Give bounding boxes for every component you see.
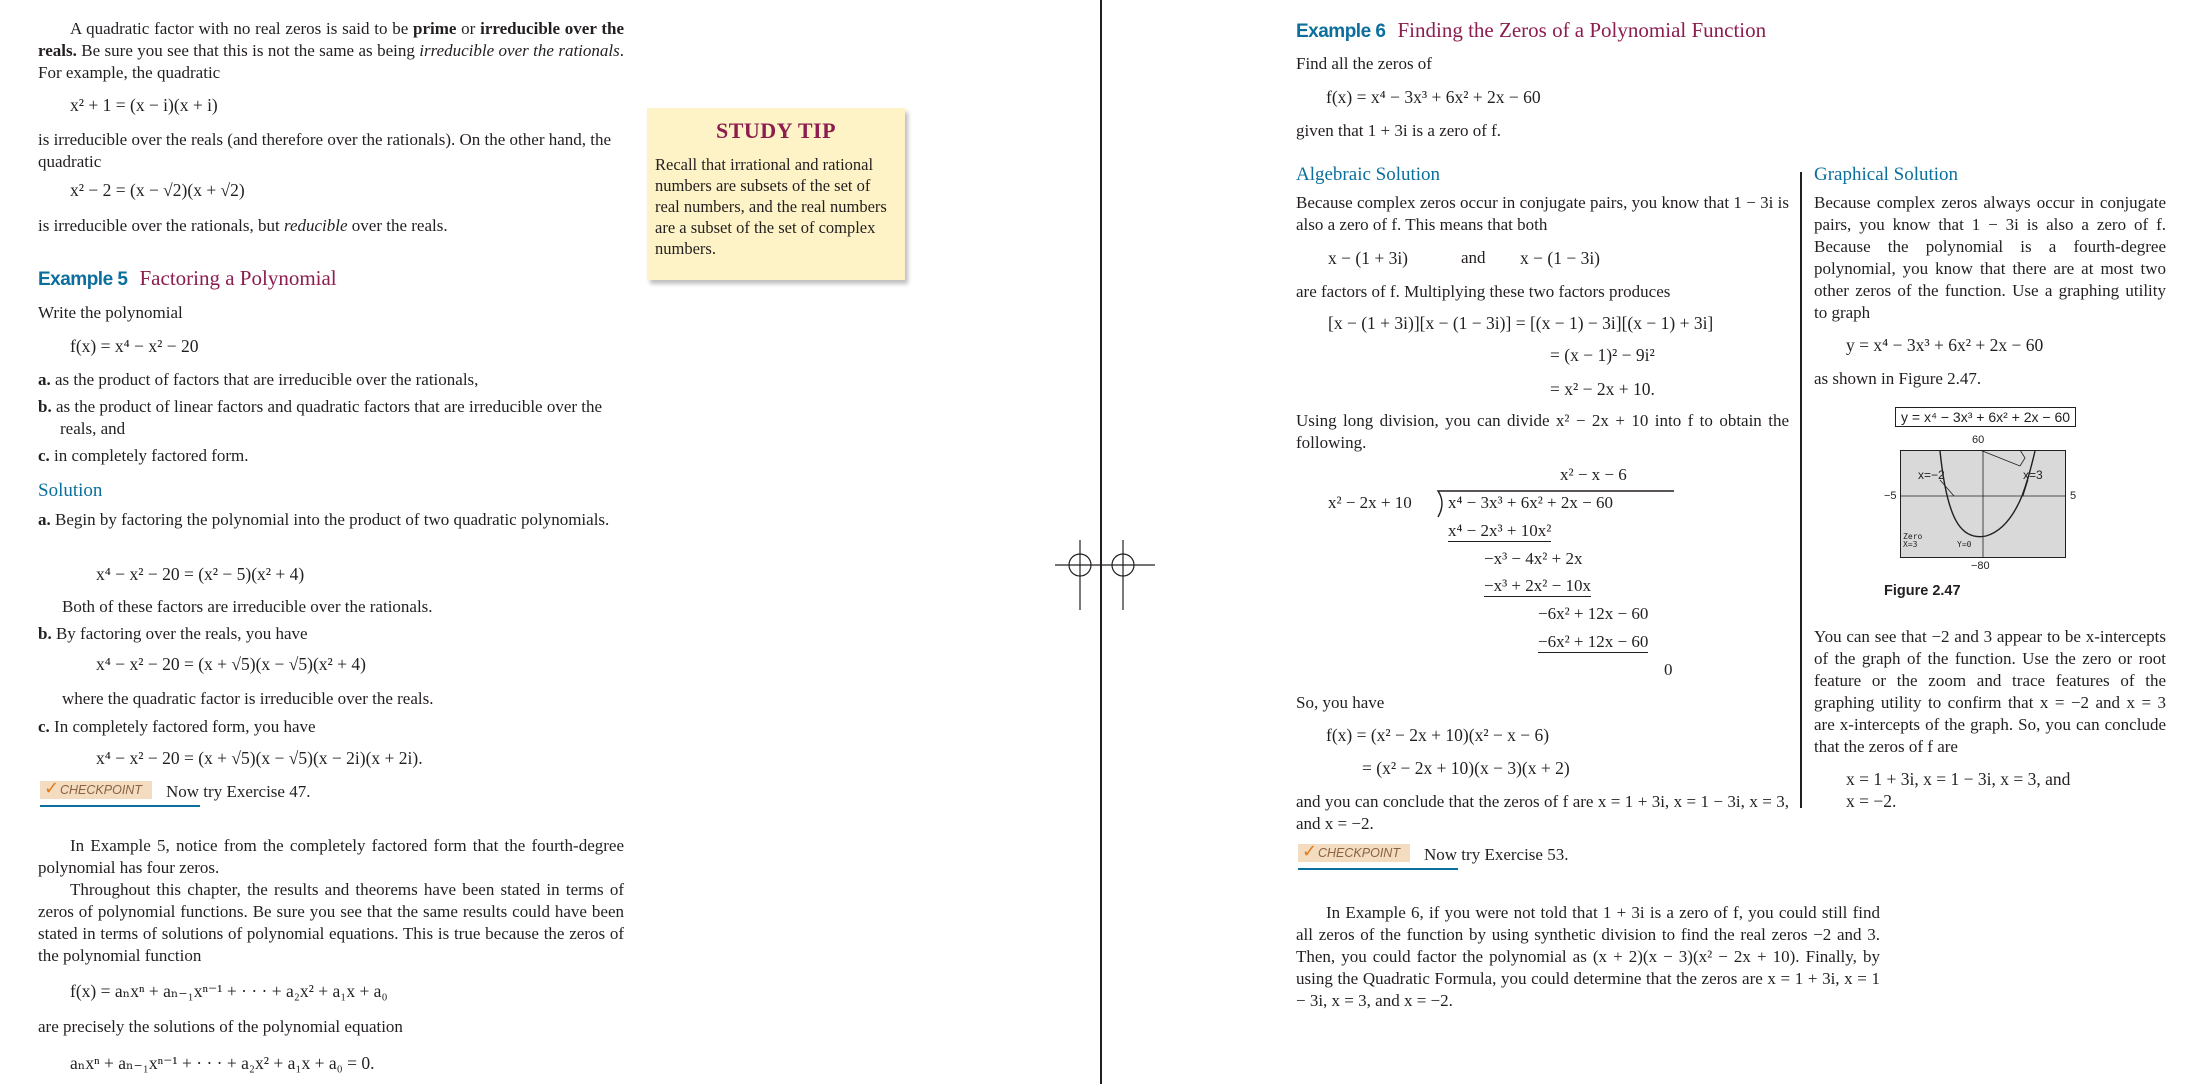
ld-row-2: −x³ − 4x² + 2x	[1484, 549, 1583, 568]
so-you-have: So, you have	[1296, 693, 1385, 712]
ld-remainder: 0	[1664, 660, 1673, 679]
paragraph-zeros-solutions: Throughout this chapter, the results and theorems have been stated in terms of zeros of polynomial functions. Be sure you see that the same results could have been stated in terms of solutions of polynomial equations. This is true because the zeros of the polynomial function	[38, 880, 624, 965]
solution-a-note: Both of these factors are irreducible over the rationals.	[62, 597, 433, 616]
graphical-paragraph-2: as shown in Figure 2.47.	[1814, 369, 1982, 388]
intro-paragraph: A quadratic factor with no real zeros is said to be prime or irreducible over the reals. Be sure you see that this is not the same as being irreducible over the rationals. For example, the quadratic	[38, 19, 624, 82]
graphical-solution-heading: Graphical Solution	[1814, 164, 1959, 185]
write-polynomial-text: Write the polynomial	[38, 303, 183, 322]
graphical-paragraph-3: You can see that −2 and 3 appear to be x-intercepts of the graph of the function. Use the zero or root feature or the zoom and trace features of the graphing utility to confirm that x = −2 and x = 3 are x-intercepts of the graph. So, you can conclude that the zeros of f are	[1814, 627, 2166, 756]
paragraph-reducible-reals: is irreducible over the rationals, but reducible over the reals.	[38, 216, 448, 235]
now-try-47: Now try Exercise 47.	[166, 782, 311, 801]
solution-part-c: c. In completely factored form, you have	[38, 717, 316, 736]
figure-ymax: 60	[1972, 434, 1985, 446]
solution-b-note: where the quadratic factor is irreducible over the reals.	[62, 689, 434, 708]
given-zero-text: given that 1 + 3i is a zero of f.	[1296, 121, 1502, 140]
general-polynomial-function: f(x) = aₙxⁿ + aₙ₋₁xⁿ⁻¹ + · · · + a₂x² + a₁x + a₀	[70, 981, 388, 1001]
calculator-screen	[1900, 450, 2066, 558]
part-c: c. in completely factored form.	[38, 446, 249, 465]
graphical-zeros-line-1: x = 1 + 3i, x = 1 − 3i, x = 3, and	[1846, 769, 2071, 789]
algebraic-solution-heading: Algebraic Solution	[1296, 164, 1441, 185]
ld-row-1: x⁴ − 2x³ + 10x²	[1448, 521, 1552, 540]
ld-divisor: x² − 2x + 10	[1328, 493, 1412, 512]
factor-2: x − (1 − 3i)	[1520, 248, 1601, 268]
result-line-2: = (x² − 2x + 10)(x − 3)(x + 2)	[1362, 758, 1570, 778]
graphical-equation: y = x⁴ − 3x³ + 6x² + 2x − 60	[1846, 335, 2044, 355]
multiplication-line-2: = (x − 1)² − 9i²	[1550, 345, 1655, 365]
figure-equation-label: y = x⁴ − 3x³ + 6x² + 2x − 60	[1895, 407, 2076, 427]
figure-ymin: −80	[1971, 560, 1990, 572]
part-a: a. as the product of factors that are irreducible over the rationals,	[38, 370, 479, 389]
column-separator	[1800, 172, 1802, 808]
ld-row-5: −6x² + 12x − 60	[1538, 632, 1649, 651]
paragraph-example5-note: In Example 5, notice from the completely factored form that the fourth-degree polynomial has four zeros.	[38, 836, 624, 877]
ld-row-4: −6x² + 12x − 60	[1538, 604, 1649, 623]
solution-heading: Solution	[38, 480, 103, 501]
solution-part-b: b. By factoring over the reals, you have	[38, 624, 308, 643]
graphical-paragraph-1: Because complex zeros always occur in conjugate pairs, you know that 1 − 3i is also a zero of f. Because the polynomial is a fourth-degree polynomial, you know that there are at most two other zeros of the function. Use a graphing utility to graph	[1814, 193, 2166, 322]
figure-xmax: 5	[2070, 490, 2077, 502]
ld-quotient: x² − x − 6	[1560, 465, 1627, 484]
and-text: and	[1461, 248, 1486, 267]
figure-caption: Figure 2.47	[1884, 583, 1961, 599]
final-paragraph: In Example 6, if you were not told that 1 + 3i is a zero of f, you could still find all zeros of the function by using synthetic division to find the real zeros −2 and 3. Then, you could factor the polynomial as (x + 2)(x − 3)(x² − 2x + 10). Finally, by using the Quadratic Formula, you could determine that the zeros are x = 1 + 3i, x = 1 − 3i, x = 3, and x = −2.	[1296, 903, 1880, 1010]
example6-heading	[1296, 18, 1766, 43]
figure-label-x3: x=3	[2023, 468, 2043, 482]
figure-zero-readout: Zero X=3	[1903, 532, 1923, 549]
solution-part-a: a. Begin by factoring the polynomial into the product of two quadratic polynomials.	[38, 510, 610, 529]
figure-label-x-neg2: x=−2	[1918, 468, 1945, 482]
multiplication-line-3: = x² − 2x + 10.	[1550, 379, 1655, 399]
checkmark-icon: ✓	[44, 778, 60, 798]
figure-xmin: −5	[1884, 490, 1897, 502]
equation-x2-plus-1: x² + 1 = (x − i)(x + i)	[70, 95, 218, 115]
study-tip-title: STUDY TIP	[715, 118, 837, 143]
equation-x2-minus-2: x² − 2 = (x − √2)(x + √2)	[70, 180, 245, 200]
example5-label: Example 5	[38, 269, 128, 290]
registration-marks	[1055, 540, 1155, 610]
now-try-53: Now try Exercise 53.	[1424, 845, 1569, 864]
factor-1: x − (1 + 3i)	[1328, 248, 1409, 268]
figure-y-readout: Y=0	[1957, 540, 1972, 549]
checkpoint-badge-left: ✓ CHECKPOINT	[40, 781, 152, 799]
solution-a-equation: x⁴ − x² − 20 = (x² − 5)(x² + 4)	[96, 564, 305, 584]
ld-dividend: x⁴ − 3x³ + 6x² + 2x − 60	[1448, 493, 1613, 512]
paragraph-irreducible-reals: is irreducible over the reals (and therefore over the rationals). On the other hand, the quadratic	[38, 130, 612, 171]
find-all-zeros-text: Find all the zeros of	[1296, 54, 1432, 73]
general-polynomial-equation: aₙxⁿ + aₙ₋₁xⁿ⁻¹ + · · · + a₂x² + a₁x + a₀ = 0.	[70, 1053, 375, 1073]
example6-title: Finding the Zeros of a Polynomial Function	[1397, 18, 1767, 42]
solution-c-equation: x⁴ − x² − 20 = (x + √5)(x − √5)(x − 2i)(x + 2i).	[96, 748, 423, 768]
multiplication-line-1: [x − (1 + 3i)][x − (1 − 3i)] = [(x − 1) − 3i][(x − 1) + 3i]	[1328, 313, 1714, 333]
paragraph-solutions-equation: are precisely the solutions of the polynomial equation	[38, 1017, 403, 1036]
study-tip-box	[647, 108, 905, 280]
checkpoint-rule-left	[40, 805, 200, 807]
example5-heading	[38, 266, 337, 291]
example6-label: Example 6	[1296, 21, 1386, 42]
algebraic-paragraph-3: Using long division, you can divide x² − 2x + 10 into f to obtain the following.	[1296, 411, 1789, 452]
graphical-zeros-line-2: x = −2.	[1846, 791, 1897, 811]
algebraic-paragraph-2: are factors of f. Multiplying these two factors produces	[1296, 282, 1671, 301]
example5-function: f(x) = x⁴ − x² − 20	[70, 336, 199, 356]
part-b: b. as the product of linear factors and quadratic factors that are irreducible over the reals, and	[38, 397, 603, 438]
checkmark-icon: ✓	[1302, 841, 1318, 861]
algebraic-paragraph-1: Because complex zeros occur in conjugate pairs, you know that 1 − 3i is also a zero of f. This means that both	[1296, 193, 1789, 234]
result-line-1: f(x) = (x² − 2x + 10)(x² − x − 6)	[1326, 725, 1550, 745]
ld-row-3: −x³ + 2x² − 10x	[1484, 576, 1591, 595]
checkpoint-badge-right: ✓ CHECKPOINT	[1298, 844, 1410, 862]
study-tip-body: Recall that irrational and rational numbers are subsets of the set of real numbers, and the real numbers are a subset of the set of complex numbers.	[655, 155, 887, 258]
checkpoint-rule-right	[1298, 868, 1458, 870]
algebraic-conclusion: and you can conclude that the zeros of f are x = 1 + 3i, x = 1 − 3i, x = 3, and x = −2.	[1296, 792, 1789, 833]
example6-function: f(x) = x⁴ − 3x³ + 6x² + 2x − 60	[1326, 87, 1541, 107]
example5-title: Factoring a Polynomial	[139, 266, 337, 290]
solution-b-equation: x⁴ − x² − 20 = (x + √5)(x − √5)(x² + 4)	[96, 654, 366, 674]
